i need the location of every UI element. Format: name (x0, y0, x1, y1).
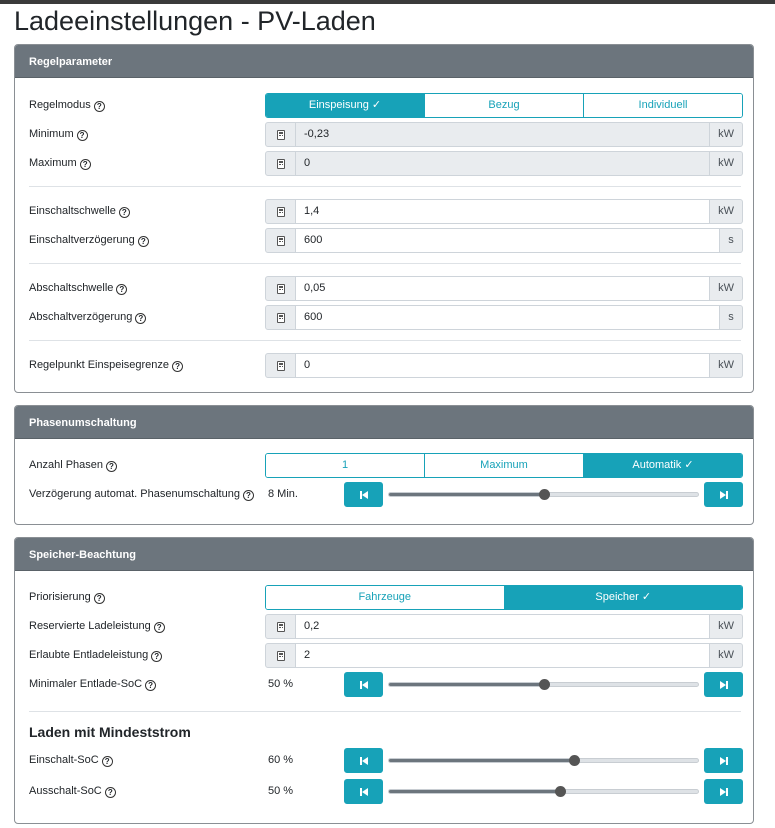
slider-fill (389, 790, 560, 793)
reserviert-input[interactable]: 0,2 (296, 614, 710, 639)
phasenumschaltung-header: Phasenumschaltung (15, 406, 753, 439)
skip-forward-icon (720, 491, 728, 499)
help-icon[interactable]: ? (105, 787, 116, 798)
increase-button[interactable] (704, 672, 743, 697)
help-icon[interactable]: ? (145, 680, 156, 691)
verzoegerung-row (15, 482, 753, 507)
abschaltverzoegerung-label: Abschaltverzögerung ? (29, 305, 146, 330)
calculator-icon[interactable] (265, 199, 296, 224)
maximum-label: Maximum ? (29, 151, 91, 176)
ausschalt-soc-label: Ausschalt-SoC ? (29, 779, 116, 804)
divider (29, 340, 741, 341)
decrease-button[interactable] (344, 748, 383, 773)
slider-fill (389, 493, 544, 496)
help-icon[interactable]: ? (243, 490, 254, 501)
phasenumschaltung-card (14, 405, 754, 525)
divider (29, 263, 741, 264)
einschalt-soc-slider[interactable] (388, 758, 699, 763)
increase-button[interactable] (704, 779, 743, 804)
help-icon[interactable]: ? (94, 593, 105, 604)
slider-thumb[interactable] (555, 786, 566, 797)
reserviert-label: Reservierte Ladeleistung ? (29, 614, 165, 639)
abschaltschwelle-input-group (265, 276, 743, 301)
minimum-unit: kW (710, 122, 743, 147)
min-soc-value: 50 % (268, 678, 294, 690)
regelmodus-einspeisung-button[interactable]: Einspeisung ✓ (266, 94, 424, 117)
einschaltschwelle-label: Einschaltschwelle ? (29, 199, 130, 224)
calculator-icon[interactable] (265, 643, 296, 668)
help-icon[interactable]: ? (151, 651, 162, 662)
erlaubt-input[interactable]: 2 (296, 643, 710, 668)
verzoegerung-slider[interactable] (388, 492, 699, 497)
slider-thumb[interactable] (569, 755, 580, 766)
erlaubt-input-group (265, 643, 743, 668)
abschaltschwelle-row (15, 276, 753, 301)
min-soc-label: Minimaler Entlade-SoC ? (29, 672, 156, 697)
decrease-button[interactable] (344, 672, 383, 697)
anzahl-phasen-button-group (265, 453, 743, 478)
calculator-icon[interactable] (265, 305, 296, 330)
mindeststrom-heading: Laden mit Mindeststrom (29, 724, 191, 740)
erlaubt-row (15, 643, 753, 668)
phasen-maximum-button[interactable]: Maximum (424, 454, 583, 477)
abschaltschwelle-unit: kW (710, 276, 743, 301)
minimum-label: Minimum ? (29, 122, 88, 147)
einschalt-soc-value: 60 % (268, 754, 294, 766)
increase-button[interactable] (704, 482, 743, 507)
einschaltverzoegerung-row (15, 228, 753, 253)
minimum-row (15, 122, 753, 147)
help-icon[interactable]: ? (102, 756, 113, 767)
einschaltverzoegerung-label: Einschaltverzögerung ? (29, 228, 149, 253)
divider (29, 186, 741, 187)
reserviert-unit: kW (710, 614, 743, 639)
skip-forward-icon (720, 757, 728, 765)
ausschalt-soc-row (15, 779, 753, 804)
page-title: Ladeeinstellungen - PV-Laden (14, 6, 376, 36)
help-icon[interactable]: ? (119, 207, 130, 218)
help-icon[interactable]: ? (154, 622, 165, 633)
help-icon[interactable]: ? (138, 236, 149, 247)
slider-fill (389, 759, 574, 762)
regelparameter-card (14, 44, 754, 393)
skip-back-icon (360, 757, 368, 765)
einschaltschwelle-input[interactable]: 1,4 (296, 199, 710, 224)
regelpunkt-input[interactable]: 0 (296, 353, 710, 378)
anzahl-phasen-row (15, 453, 753, 478)
regelpunkt-input-group (265, 353, 743, 378)
abschaltverzoegerung-input[interactable]: 600 (296, 305, 720, 330)
check-icon: ✓ (371, 99, 382, 111)
einschaltverzoegerung-input-group (265, 228, 743, 253)
help-icon[interactable]: ? (172, 361, 183, 372)
maximum-input[interactable]: 0 (296, 151, 710, 176)
abschaltschwelle-input[interactable]: 0,05 (296, 276, 710, 301)
ausschalt-soc-value: 50 % (268, 785, 294, 797)
min-soc-row (15, 672, 753, 697)
reserviert-input-group (265, 614, 743, 639)
decrease-button[interactable] (344, 779, 383, 804)
slider-fill (389, 683, 544, 686)
erlaubt-unit: kW (710, 643, 743, 668)
skip-back-icon (360, 681, 368, 689)
minimum-input-group (265, 122, 743, 147)
einschaltschwelle-row (15, 199, 753, 224)
abschaltverzoegerung-row (15, 305, 753, 330)
einschaltverzoegerung-unit: s (720, 228, 743, 253)
calculator-icon[interactable] (265, 151, 296, 176)
regelmodus-individuell-button[interactable]: Individuell (583, 94, 742, 117)
calculator-icon[interactable] (265, 353, 296, 378)
einschalt-soc-row (15, 748, 753, 773)
ausschalt-soc-slider[interactable] (388, 789, 699, 794)
regelmodus-button-group (265, 93, 743, 118)
verzoegerung-label: Verzögerung automat. Phasenumschaltung ? (29, 482, 254, 507)
regelmodus-label: Regelmodus ? (29, 93, 105, 118)
regelpunkt-unit: kW (710, 353, 743, 378)
priorisierung-label: Priorisierung ? (29, 585, 105, 610)
regelmodus-row (15, 93, 753, 118)
regelparameter-header: Regelparameter (15, 45, 753, 78)
erlaubt-label: Erlaubte Entladeleistung ? (29, 643, 162, 668)
einschaltschwelle-unit: kW (710, 199, 743, 224)
priorisierung-button-group (265, 585, 743, 610)
phasen-1-button[interactable]: 1 (266, 454, 424, 477)
prio-fahrzeuge-button[interactable]: Fahrzeuge (266, 586, 504, 609)
top-bar (0, 0, 775, 4)
maximum-input-group (265, 151, 743, 176)
speicher-card (14, 537, 754, 824)
calculator-icon[interactable] (265, 276, 296, 301)
skip-forward-icon (720, 788, 728, 796)
abschaltschwelle-label: Abschaltschwelle ? (29, 276, 127, 301)
help-icon[interactable]: ? (77, 130, 88, 141)
einschaltschwelle-input-group (265, 199, 743, 224)
maximum-row (15, 151, 753, 176)
check-icon: ✓ (641, 591, 652, 603)
increase-button[interactable] (704, 748, 743, 773)
verzoegerung-value: 8 Min. (268, 488, 298, 500)
slider-thumb[interactable] (539, 489, 550, 500)
help-icon[interactable]: ? (80, 159, 91, 170)
check-icon: ✓ (684, 459, 694, 471)
priorisierung-row (15, 585, 753, 610)
divider (29, 711, 741, 712)
help-icon[interactable]: ? (116, 284, 127, 295)
slider-thumb[interactable] (539, 679, 550, 690)
skip-back-icon (360, 491, 368, 499)
help-icon[interactable]: ? (135, 313, 146, 324)
reserviert-row (15, 614, 753, 639)
minimum-input[interactable]: -0,23 (296, 122, 710, 147)
maximum-unit: kW (710, 151, 743, 176)
skip-back-icon (360, 788, 368, 796)
decrease-button[interactable] (344, 482, 383, 507)
phasen-automatik-button[interactable]: Automatik ✓ (583, 454, 742, 477)
regelpunkt-label: Regelpunkt Einspeisegrenze ? (29, 353, 183, 378)
speicher-header: Speicher-Beachtung (15, 538, 753, 571)
min-soc-slider[interactable] (388, 682, 699, 687)
regelpunkt-row (15, 353, 753, 378)
einschalt-soc-label: Einschalt-SoC ? (29, 748, 113, 773)
skip-forward-icon (720, 681, 728, 689)
calculator-icon[interactable] (265, 122, 296, 147)
calculator-icon[interactable] (265, 228, 296, 253)
anzahl-phasen-label: Anzahl Phasen ? (29, 453, 117, 478)
help-icon[interactable]: ? (94, 101, 105, 112)
einschaltverzoegerung-input[interactable]: 600 (296, 228, 720, 253)
abschaltverzoegerung-input-group (265, 305, 743, 330)
regelmodus-bezug-button[interactable]: Bezug (424, 94, 583, 117)
abschaltverzoegerung-unit: s (720, 305, 743, 330)
prio-speicher-button[interactable]: Speicher ✓ (504, 586, 743, 609)
calculator-icon[interactable] (265, 614, 296, 639)
help-icon[interactable]: ? (106, 461, 117, 472)
